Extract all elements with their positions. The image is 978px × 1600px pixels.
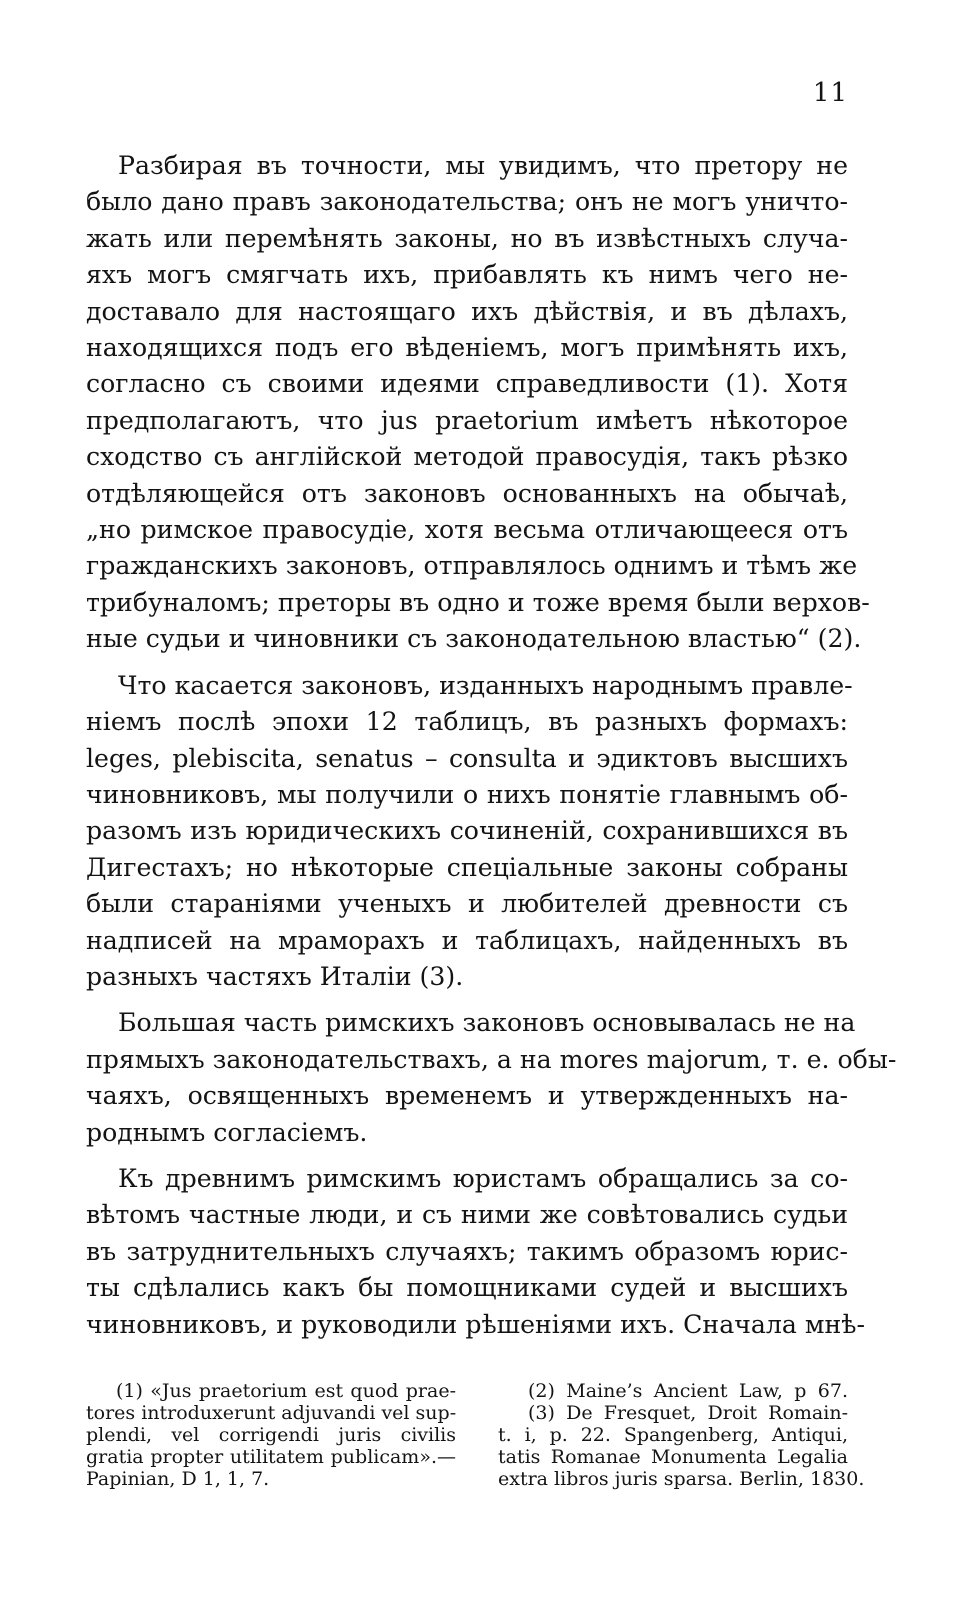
text-line: въ затруднительныхъ случаяхъ; такимъ образомъ юрис- xyxy=(86,1236,848,1266)
footnote-line: (1) «Jus praetorium est quod prae- xyxy=(116,1380,456,1402)
footnotes xyxy=(86,1380,865,1490)
text-line: чиновниковъ, и руководили рѣшеніями ихъ. Сначала мнѣ- xyxy=(86,1309,865,1339)
text-line: были стараніями ученыхъ и любителей древности съ xyxy=(86,889,848,919)
text-line: находящихся подъ его вѣденіемъ, могъ примѣнять ихъ, xyxy=(86,333,848,363)
footnote-line: plendi, vel corrigendi juris civilis xyxy=(86,1424,456,1446)
text-line: ніемъ послѣ эпохи 12 таблицъ, въ разныхъ формахъ: xyxy=(86,707,848,737)
text-line: Большая часть римскихъ законовъ основывалась не на xyxy=(118,1008,856,1038)
text-line: leges, plebiscita, senatus – consulta и эдиктовъ высшихъ xyxy=(86,743,848,773)
paragraph-2 xyxy=(86,668,853,996)
footnote-line: tatis Romanae Monumenta Legalia xyxy=(498,1446,848,1468)
footnote-line: t. i, p. 22. Spangenberg, Antiqui, xyxy=(498,1424,848,1446)
text-line: Дигестахъ; но нѣкоторые спеціальные законы собраны xyxy=(86,852,848,882)
text-line: гражданскихъ законовъ, отправлялось однимъ и тѣмъ же xyxy=(86,551,858,581)
paragraph-3 xyxy=(86,1005,897,1151)
footnote-line: (2) Maine’s Ancient Law, p 67. xyxy=(528,1380,848,1402)
text-line: Что касается законовъ, изданныхъ народнымъ правле- xyxy=(118,670,853,700)
text-line: отдѣляющейся отъ законовъ основанныхъ на обычаѣ, xyxy=(86,478,848,508)
text-line: разныхъ частяхъ Италіи (3). xyxy=(86,961,464,991)
text-line: „но римское правосудіе, хотя весьма отличающееся отъ xyxy=(86,515,848,545)
text-line: разомъ изъ юридическихъ сочиненій, сохранившихся въ xyxy=(86,816,848,846)
paragraph-1 xyxy=(86,148,870,658)
text-line: было дано правъ законодательства; онъ не могъ уничто- xyxy=(86,187,848,217)
text-line: роднымъ согласіемъ. xyxy=(86,1117,368,1147)
text-line: надписей на мраморахъ и таблицахъ, найденныхъ въ xyxy=(86,925,848,955)
footnotes-left-column xyxy=(86,1380,456,1490)
footnote-line: Papinian, D 1, 1, 7. xyxy=(86,1468,270,1490)
text-line: Къ древнимъ римскимъ юристамъ обращались за со- xyxy=(118,1163,848,1193)
paragraph-4 xyxy=(86,1161,865,1343)
text-line: прямыхъ законодательствахъ, а на mores majorum, т. е. обы- xyxy=(86,1044,897,1074)
footnote-line: extra libros juris sparsa. Berlin, 1830. xyxy=(498,1468,865,1490)
page-number: 11 xyxy=(812,78,848,108)
text-line: чаяхъ, освященныхъ временемъ и утвержденныхъ на- xyxy=(86,1081,848,1111)
text-line: жать или перемѣнять законы, но въ извѣстныхъ случа- xyxy=(86,223,848,253)
text-line: яхъ могъ смягчать ихъ, прибавлять къ нимъ чего не- xyxy=(86,260,848,290)
text-line: трибуналомъ; преторы въ одно и тоже время были верхов- xyxy=(86,587,870,617)
text-line: чиновниковъ, мы получили о нихъ понятіе главнымъ об- xyxy=(86,779,848,809)
text-line: сходство съ англійской методой правосудія, такъ рѣзко xyxy=(86,442,848,472)
text-line: вѣтомъ частные люди, и съ ними же совѣтовались судьи xyxy=(86,1200,848,1230)
footnotes-right-column xyxy=(498,1380,865,1490)
text-line: согласно съ своими идеями справедливости (1). Хотя xyxy=(86,369,848,399)
text-line: Разбирая въ точности, мы увидимъ, что претору не xyxy=(118,151,848,180)
footnote-line: gratia propter utilitatem publicam».— xyxy=(86,1446,456,1468)
main-text xyxy=(86,148,897,1343)
text-line: ные судьи и чиновники съ законодательною властью“ (2). xyxy=(86,624,862,654)
footnote-line: tores introduxerunt adjuvandi vel sup- xyxy=(86,1402,457,1424)
text-line: ты сдѣлались какъ бы помощниками судей и высшихъ xyxy=(86,1273,848,1303)
text-line: предполагаютъ, что jus praetorium имѣетъ нѣкоторое xyxy=(86,405,848,435)
text-line: доставало для настоящаго ихъ дѣйствія, и въ дѣлахъ, xyxy=(86,296,848,326)
footnote-line: (3) De Fresquet, Droit Romain- xyxy=(528,1402,848,1424)
